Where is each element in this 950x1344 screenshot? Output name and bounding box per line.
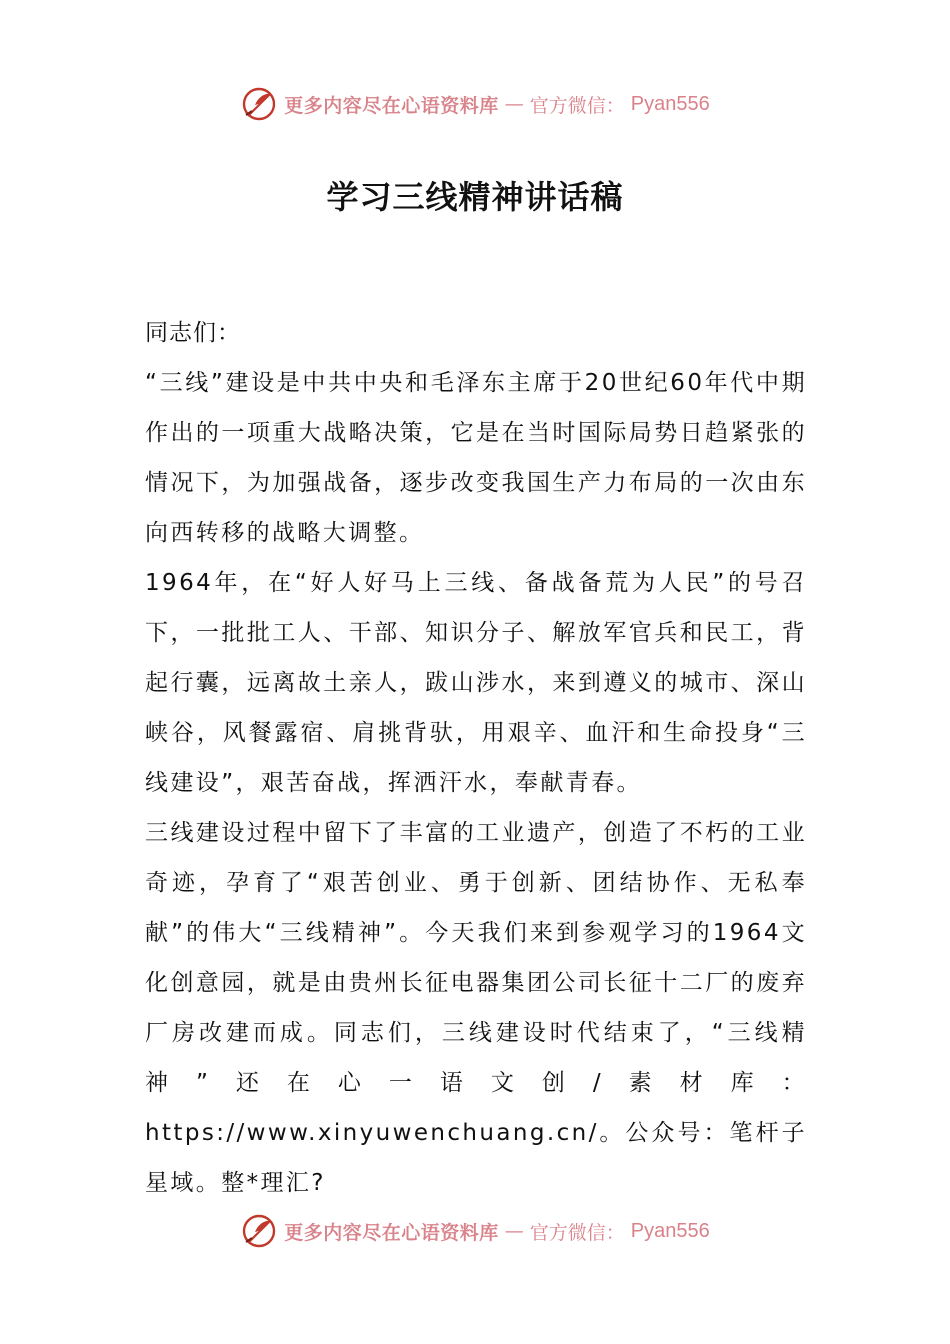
document-body <box>145 308 807 1208</box>
header-watermark-banner <box>0 84 950 124</box>
watermark-official-label: 官方微信： <box>529 94 625 117</box>
paragraph-3: 三线建设过程中留下了丰富的工业遗产，创造了不朽的工业奇迹，孕育了“艰苦创业、勇于创新、团结协作、无私奉献”的伟大“三线精神”。今天我们来到参观学习的1964文化创意园，就是由贵州长征电器集团公司长征十二厂的废弃厂房改建而成。同志们，三线建设时代结束了，“三线精神”还在心一语文创/素材库：https://www.xinyuwenchuang.cn/。公众号：笔杆子星域。整*理汇? <box>145 820 807 1196</box>
watermark-wechat-id: Pyan556 <box>630 92 710 115</box>
greeting: 同志们： <box>145 320 241 346</box>
footer-watermark-banner <box>0 1211 950 1251</box>
watermark-brand-text: 更多内容尽在心语资料库 <box>284 94 499 117</box>
watermark-wechat-id: Pyan556 <box>630 1219 710 1242</box>
watermark-official-label: 官方微信： <box>529 1221 625 1244</box>
paragraph-1: “三线”建设是中共中央和毛泽东主席于20世纪60年代中期作出的一项重大战略决策，它是在当时国际局势日趋紧张的情况下，为加强战备，逐步改变我国生产力布局的一次由东向西转移的战略大调整。 <box>145 370 807 546</box>
document-title: 学习三线精神讲话稿 <box>326 178 624 216</box>
quill-logo-icon <box>240 1212 278 1250</box>
watermark-dash: — <box>504 93 524 115</box>
paragraph-2: 1964年，在“好人好马上三线、备战备荒为人民”的号召下，一批批工人、干部、知识分子、解放军官兵和民工，背起行囊，远离故土亲人，跋山涉水，来到遵义的城市、深山峡谷，风餐露宿、肩挑背驮，用艰辛、血汗和生命投身“三线建设”，艰苦奋战，挥洒汗水，奉献青春。 <box>145 570 807 796</box>
quill-logo-icon <box>240 85 278 123</box>
watermark-dash: — <box>504 1220 524 1242</box>
watermark-brand-text: 更多内容尽在心语资料库 <box>284 1221 499 1244</box>
